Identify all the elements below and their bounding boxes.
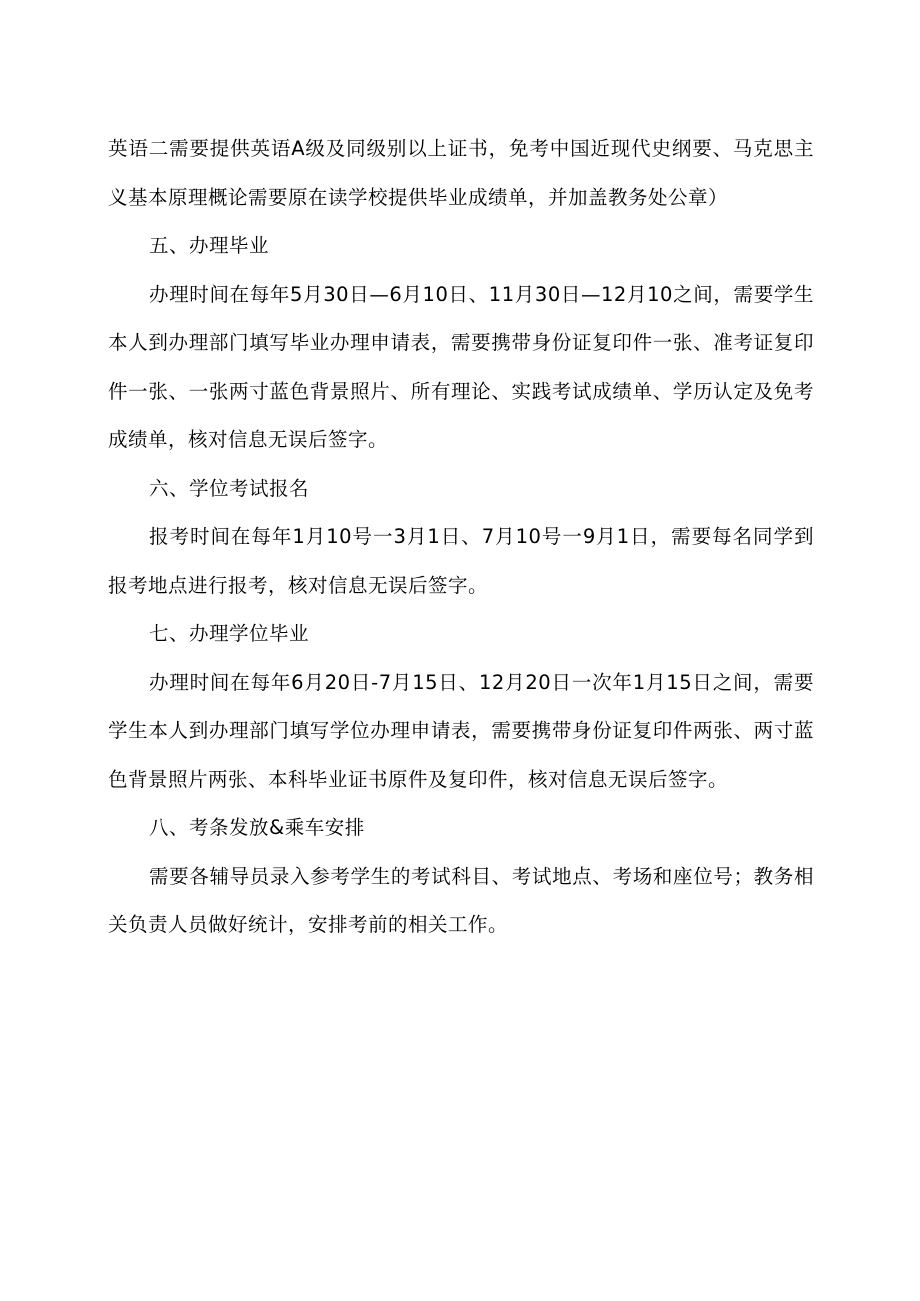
section-heading-graduation: 五、办理毕业	[149, 234, 270, 257]
paragraph-graduation: 办理时间在每年5月30日—6月10日、11月30日—12月10之间，需要学生本人到办理部门填写毕业办理申请表，需要携带身份证复印件一张、准考证复印件一张、一张两寸蓝色背景照片、所有理论、实践考试成绩单、学历认定及免考成绩单，核对信息无误后签字。	[108, 282, 814, 451]
section-heading-degree-graduation: 七、办理学位毕业	[149, 622, 310, 645]
paragraph-exam-slip-transport: 需要各辅导员录入参考学生的考试科目、考试地点、考场和座位号；教务相关负责人员做好统计，安排考前的相关工作。	[108, 864, 814, 936]
section-heading-degree-exam-registration: 六、学位考试报名	[149, 476, 310, 500]
paragraph-continuation: 英语二需要提供英语A级及同级别以上证书，免考中国近现代史纲要、马克思主义基本原理概论需要原在读学校提供毕业成绩单，并加盖教务处公章）	[108, 137, 814, 209]
document-body	[108, 125, 814, 950]
section-heading-exam-slip-transport: 八、考条发放&乘车安排	[149, 816, 365, 839]
paragraph-degree-graduation: 办理时间在每年6月20日-7月15日、12月20日一次年1月15日之间，需要学生本人到办理部门填写学位办理申请表，需要携带身份证复印件两张、两寸蓝色背景照片两张、本科毕业证书原件及复印件，核对信息无误后签字。	[108, 670, 814, 791]
paragraph-degree-exam-registration: 报考时间在每年1月10号一3月1日、7月10号一9月1日，需要每名同学到报考地点进行报考，核对信息无误后签字。	[108, 525, 814, 597]
